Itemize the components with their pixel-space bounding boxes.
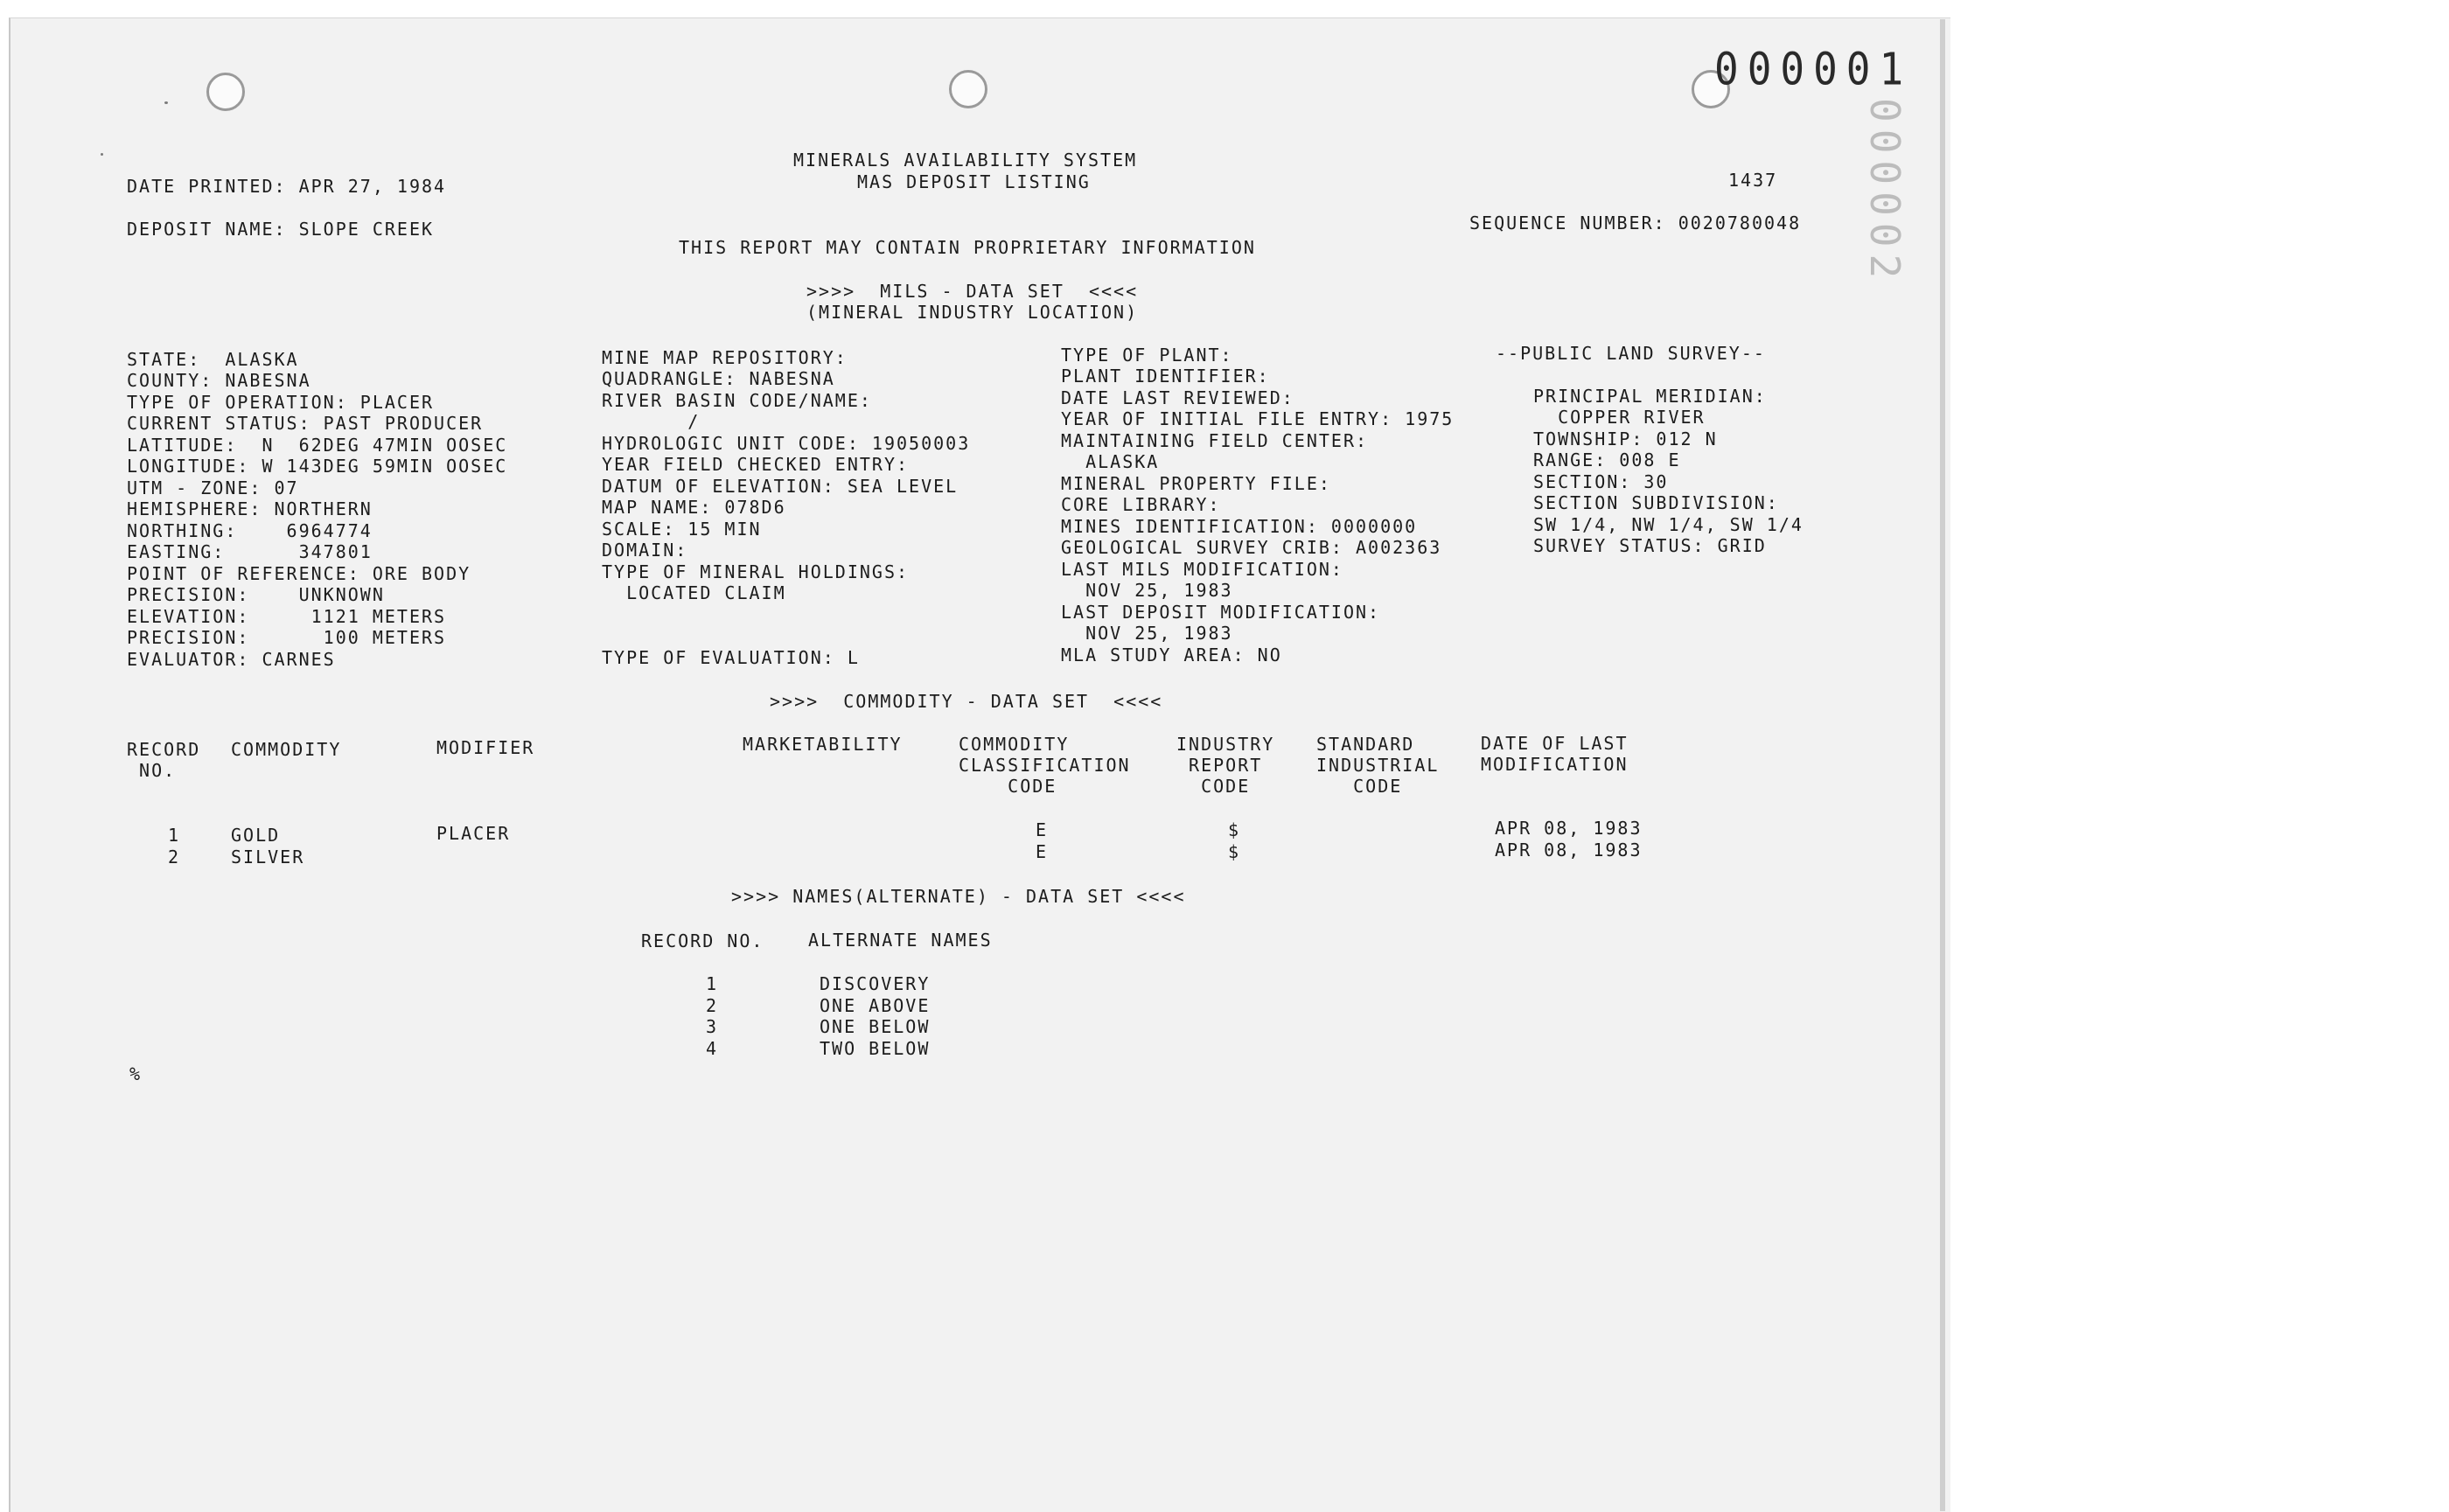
date-printed: DATE PRINTED: APR 27, 1984 <box>127 176 447 197</box>
stamp-number: 000001 <box>1714 43 1913 95</box>
mils-field: ALASKA <box>1061 451 1160 472</box>
names-row-name: DISCOVERY <box>820 973 931 994</box>
mils-field: CORE LIBRARY: <box>1061 494 1221 515</box>
commodity-row-date: APR 08, 1983 <box>1495 818 1643 839</box>
punch-hole-center <box>949 70 987 108</box>
mils-field: LAST MILS MODIFICATION: <box>1061 559 1343 580</box>
mils-field: TYPE OF PLANT: <box>1061 345 1233 366</box>
mils-field: LATITUDE: N 62DEG 47MIN OOSEC <box>127 435 508 456</box>
mils-field: CURRENT STATUS: PAST PRODUCER <box>127 413 484 434</box>
mils-field: EASTING: 347801 <box>127 541 373 562</box>
mils-field: YEAR FIELD CHECKED ENTRY: <box>602 454 910 475</box>
mils-field: MLA STUDY AREA: NO <box>1061 645 1282 665</box>
commodity-row-name: GOLD <box>231 825 281 846</box>
mils-field: NORTHING: 6964774 <box>127 520 373 541</box>
paper-speck <box>164 101 168 104</box>
commodity-row-modifier: PLACER <box>436 823 511 844</box>
mils-field: MINE MAP REPOSITORY: <box>602 347 848 368</box>
col-header-record: RECORD NO. <box>127 739 201 781</box>
plss-field: TOWNSHIP: 012 N <box>1533 429 1718 449</box>
names-col-names: ALTERNATE NAMES <box>808 930 993 951</box>
mils-field: YEAR OF INITIAL FILE ENTRY: 1975 <box>1061 408 1455 429</box>
proprietary-notice: THIS REPORT MAY CONTAIN PROPRIETARY INFORMATION <box>679 237 1256 258</box>
page-code: 1437 <box>1728 170 1778 191</box>
paper-speck <box>101 153 103 156</box>
mils-field: MAINTAINING FIELD CENTER: <box>1061 430 1369 451</box>
commodity-row-no: 2 <box>168 847 181 867</box>
plss-field: COPPER RIVER <box>1533 407 1706 428</box>
mils-field: TYPE OF EVALUATION: L <box>602 647 860 668</box>
names-heading: >>>> NAMES(ALTERNATE) - DATA SET <<<< <box>731 886 1186 907</box>
mils-field: EVALUATOR: CARNES <box>127 649 336 670</box>
plss-field: RANGE: 008 E <box>1533 449 1681 470</box>
commodity-row-no: 1 <box>168 825 181 846</box>
names-row-name: TWO BELOW <box>820 1038 931 1059</box>
mils-field: DOMAIN: <box>602 540 688 561</box>
mils-field: MINES IDENTIFICATION: 0000000 <box>1061 516 1418 537</box>
commodity-row-report-code: $ <box>1228 819 1241 840</box>
mils-heading: >>>> MILS - DATA SET <<<< <box>806 281 1139 302</box>
mils-field: STATE: ALASKA <box>127 349 299 370</box>
commodity-row-report-code: $ <box>1228 841 1241 862</box>
deposit-name: DEPOSIT NAME: SLOPE CREEK <box>127 219 435 240</box>
names-row-name: ONE ABOVE <box>820 995 931 1016</box>
commodity-row-date: APR 08, 1983 <box>1495 840 1643 861</box>
mils-field: POINT OF REFERENCE: ORE BODY <box>127 563 471 584</box>
mils-field: QUADRANGLE: NABESNA <box>602 368 835 389</box>
names-row-no: 4 <box>706 1038 719 1059</box>
mils-field: RIVER BASIN CODE/NAME: <box>602 390 872 411</box>
mils-field: ELEVATION: 1121 METERS <box>127 606 447 627</box>
mils-field: HYDROLOGIC UNIT CODE: 19050003 <box>602 433 971 454</box>
col-header-commodity: COMMODITY <box>231 739 342 760</box>
paper-edge <box>1940 19 1945 1511</box>
footer-mark: % <box>129 1063 143 1084</box>
col-header-industry-report: INDUSTRY REPORT CODE <box>1176 734 1275 797</box>
system-title: MINERALS AVAILABILITY SYSTEM <box>793 150 1138 171</box>
mils-field: LAST DEPOSIT MODIFICATION: <box>1061 602 1381 623</box>
mils-field: MINERAL PROPERTY FILE: <box>1061 473 1331 494</box>
mils-field: COUNTY: NABESNA <box>127 370 311 391</box>
plss-heading: --PUBLIC LAND SURVEY-- <box>1496 343 1766 364</box>
commodity-row-name: SILVER <box>231 847 305 867</box>
col-header-marketability: MARKETABILITY <box>743 734 903 755</box>
mils-field: DATE LAST REVIEWED: <box>1061 387 1294 408</box>
mils-field: LOCATED CLAIM <box>602 582 786 603</box>
names-col-record: RECORD NO. <box>641 930 764 951</box>
mils-field: PRECISION: UNKNOWN <box>127 584 385 605</box>
mils-field: GEOLOGICAL SURVEY CRIB: A002363 <box>1061 537 1442 558</box>
names-row-name: ONE BELOW <box>820 1016 931 1037</box>
col-header-sic: STANDARD INDUSTRIAL CODE <box>1316 734 1440 797</box>
mils-field: MAP NAME: 078D6 <box>602 497 786 518</box>
names-row-no: 1 <box>706 973 719 994</box>
ghost-number: 000002 <box>1861 98 1908 286</box>
names-row-no: 3 <box>706 1016 719 1037</box>
mils-field: UTM - ZONE: 07 <box>127 477 299 498</box>
commodity-row-class-code: E <box>1036 841 1049 862</box>
mils-subheading: (MINERAL INDUSTRY LOCATION) <box>806 302 1139 323</box>
mils-field: PRECISION: 100 METERS <box>127 627 447 648</box>
mils-field: / <box>602 411 701 432</box>
mils-field: PLANT IDENTIFIER: <box>1061 366 1270 387</box>
mils-field: TYPE OF OPERATION: PLACER <box>127 392 435 413</box>
mils-field: LONGITUDE: W 143DEG 59MIN OOSEC <box>127 456 508 477</box>
mils-field: NOV 25, 1983 <box>1061 623 1233 644</box>
names-row-no: 2 <box>706 995 719 1016</box>
mils-field: TYPE OF MINERAL HOLDINGS: <box>602 561 910 582</box>
mils-field: SCALE: 15 MIN <box>602 519 762 540</box>
plss-field: PRINCIPAL MERIDIAN: <box>1533 386 1767 407</box>
mils-field: HEMISPHERE: NORTHERN <box>127 498 373 519</box>
plss-field: SECTION SUBDIVISION: <box>1533 492 1779 513</box>
col-header-date: DATE OF LAST MODIFICATION <box>1481 733 1629 775</box>
punch-hole-left <box>206 73 245 111</box>
commodity-row-class-code: E <box>1036 819 1049 840</box>
listing-title: MAS DEPOSIT LISTING <box>857 171 1091 192</box>
sequence-number: SEQUENCE NUMBER: 0020780048 <box>1469 213 1802 233</box>
commodity-heading: >>>> COMMODITY - DATA SET <<<< <box>770 691 1163 712</box>
plss-field: SW 1/4, NW 1/4, SW 1/4 <box>1533 514 1804 535</box>
plss-field: SECTION: 30 <box>1533 471 1669 492</box>
plss-field: SURVEY STATUS: GRID <box>1533 535 1767 556</box>
col-header-modifier: MODIFIER <box>436 737 535 758</box>
mils-field: NOV 25, 1983 <box>1061 580 1233 601</box>
mils-field: DATUM OF ELEVATION: SEA LEVEL <box>602 476 959 497</box>
col-header-classification: COMMODITY CLASSIFICATION CODE <box>959 734 1131 797</box>
